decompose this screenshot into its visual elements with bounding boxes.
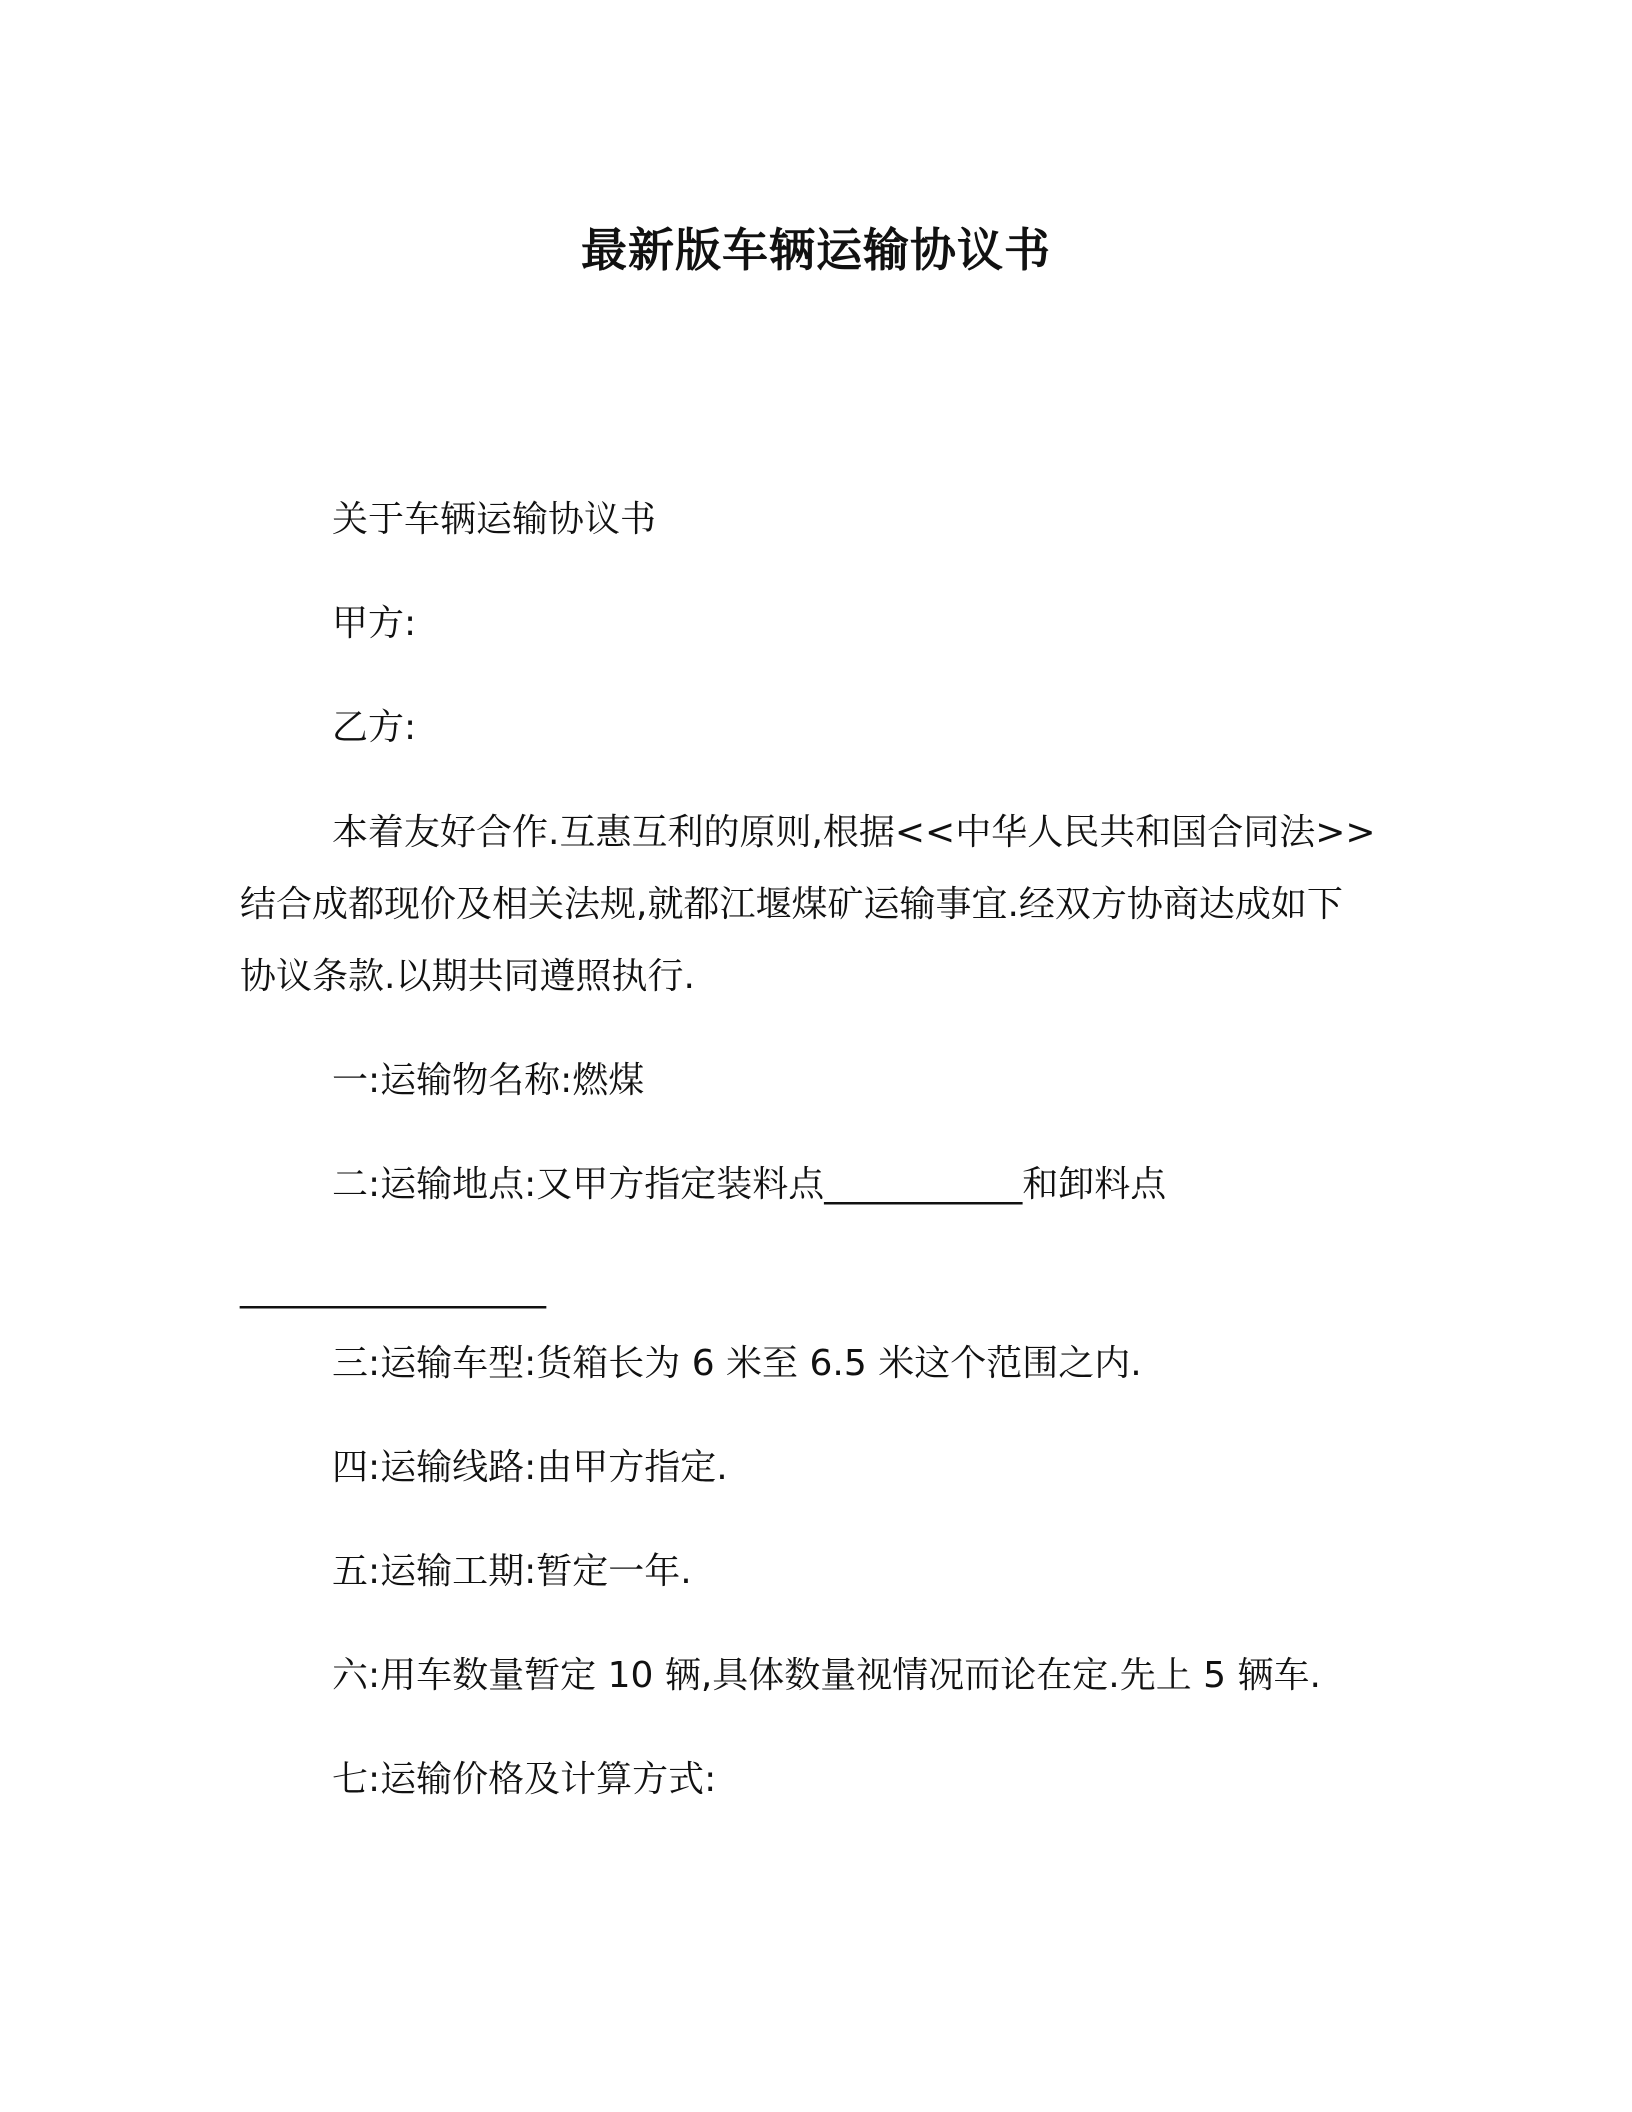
clause-3: 三:运输车型:货箱长为 6 米至 6.5 米这个范围之内. <box>332 1343 1142 1384</box>
preamble-line-3: 协议条款.以期共同遵照执行. <box>240 956 695 997</box>
clause-7: 七:运输价格及计算方式: <box>332 1759 717 1800</box>
clause-2: 二:运输地点:又甲方指定装料点___________和卸料点 <box>332 1164 1167 1205</box>
preamble-line-1: 本着友好合作.互惠互利的原则,根据<<中华人民共和国合同法>> <box>332 812 1376 853</box>
preamble-line-2: 结合成都现价及相关法规,就都江堰煤矿运输事宜.经双方协商达成如下 <box>240 884 1343 925</box>
document-subtitle: 关于车辆运输协议书 <box>332 499 657 540</box>
clause-1: 一:运输物名称:燃煤 <box>332 1060 645 1101</box>
document-title: 最新版车辆运输协议书 <box>581 223 1051 277</box>
party-a-line: 甲方: <box>332 603 417 644</box>
clause-6: 六:用车数量暂定 10 辆,具体数量视情况而论在定.先上 5 辆车. <box>332 1655 1321 1696</box>
clause-2-continuation: _________________ <box>240 1268 546 1309</box>
party-b-line: 乙方: <box>332 707 417 748</box>
clause-4: 四:运输线路:由甲方指定. <box>332 1447 728 1488</box>
clause-5: 五:运输工期:暂定一年. <box>332 1551 692 1592</box>
